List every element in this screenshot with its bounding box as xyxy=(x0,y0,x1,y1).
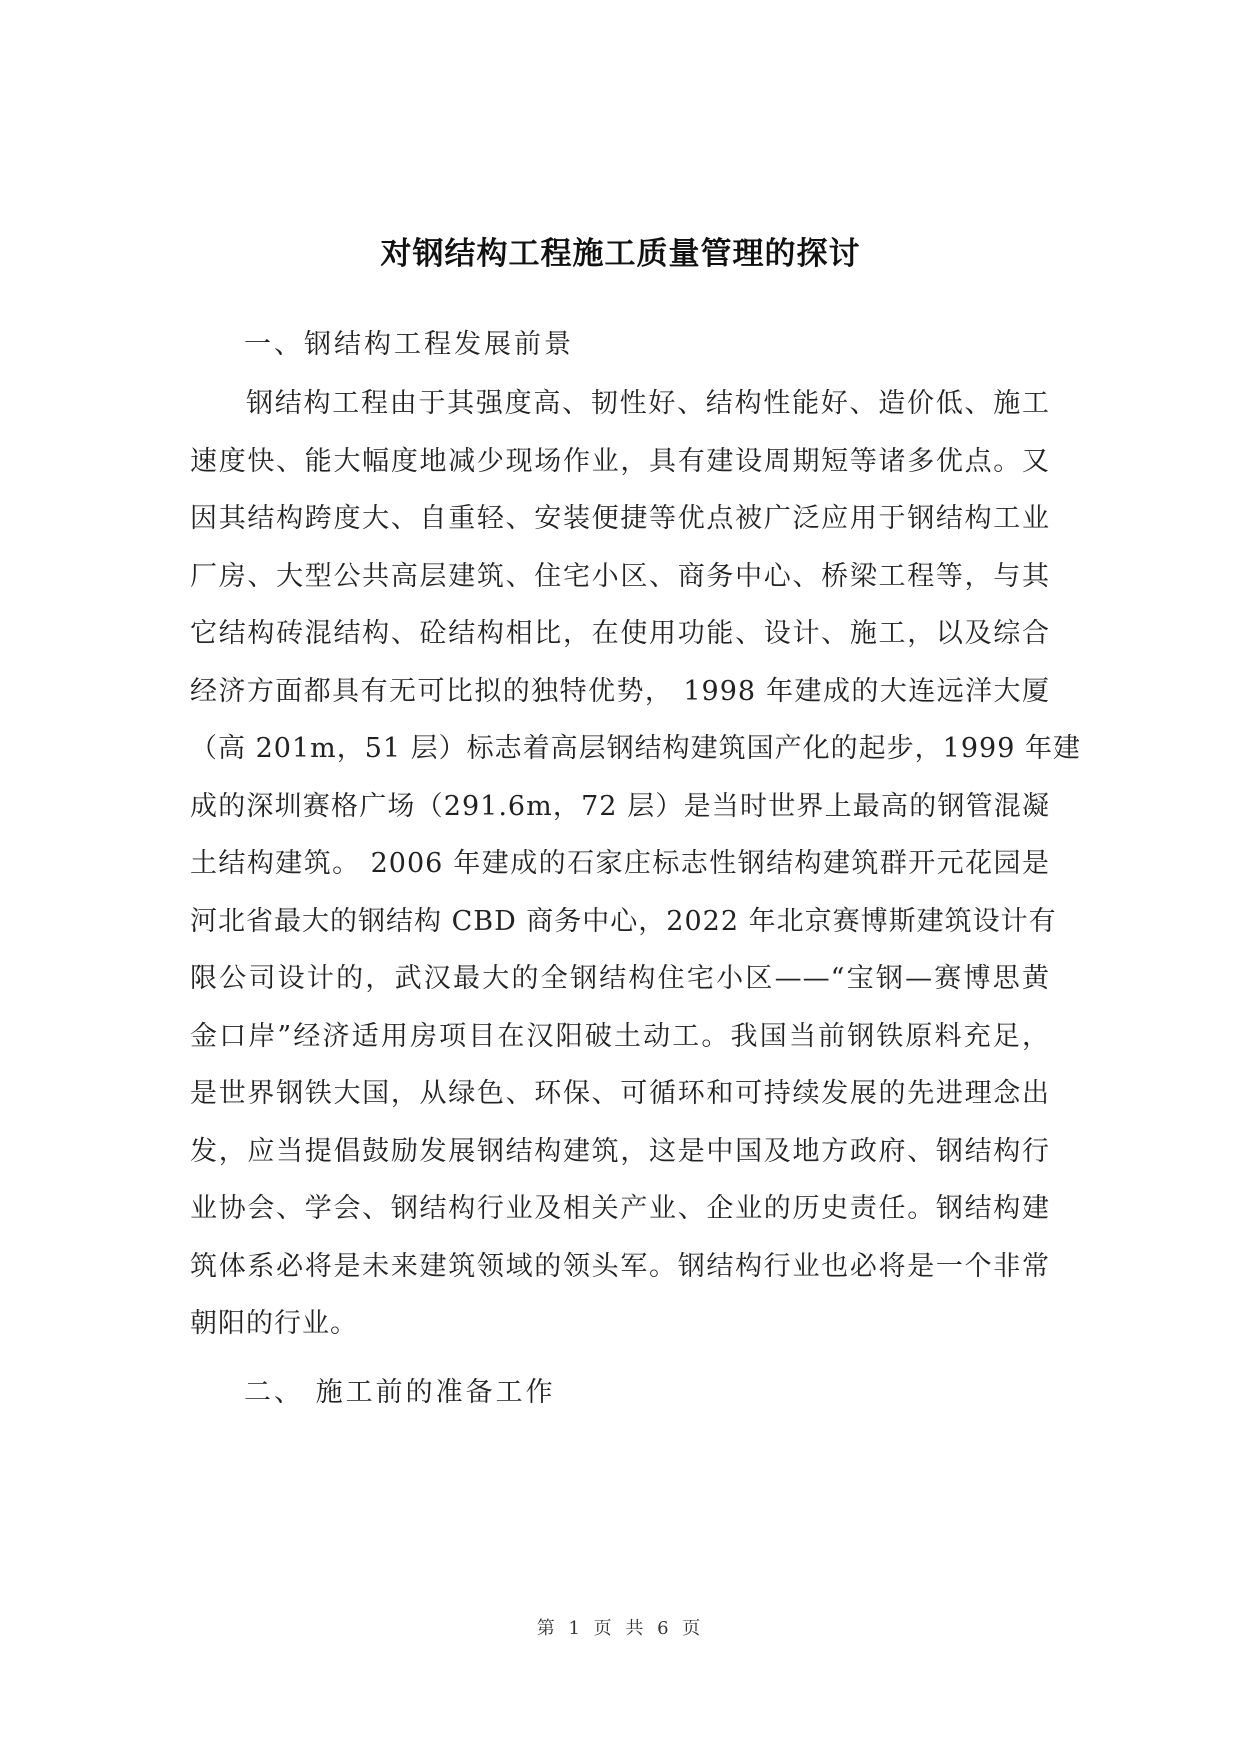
paragraph-line: 河北省最大的钢结构 CBD 商务中心，2022 年北京赛博斯建筑设计有 xyxy=(190,905,1057,937)
paragraph-line: 限公司设计的，武汉最大的全钢结构住宅小区——“宝钢—赛博思黄 xyxy=(190,963,1050,994)
paragraph-line: 因其结构跨度大、自重轻、安装便捷等优点被广泛应用于钢结构工业 xyxy=(190,503,1050,534)
paragraph-line: 它结构砖混结构、砼结构相比，在使用功能、设计、施工，以及综合 xyxy=(190,618,1050,649)
section-heading-1: 一、钢结构工程发展前景 xyxy=(244,329,574,360)
paragraph-line: 朝阳的行业。 xyxy=(190,1308,358,1339)
paragraph-line: 经济方面都具有无可比拟的独特优势， 1998 年建成的大连远洋大厦 xyxy=(190,675,1050,707)
paragraph-line: 速度快、能大幅度地减少现场作业，具有建设周期短等诸多优点。又 xyxy=(190,445,1050,477)
page-footer: 第 1 页 共 6 页 xyxy=(536,1618,705,1639)
paragraph-line: 金口岸”经济适用房项目在汉阳破土动工。我国当前钢铁原料充足， xyxy=(190,1020,1050,1052)
paragraph-line: 是世界钢铁大国，从绿色、环保、可循环和可持续发展的先进理念出 xyxy=(190,1078,1050,1109)
paragraph-line: 钢结构工程由于其强度高、韧性好、结构性能好、造价低、施工 xyxy=(246,388,1050,419)
paragraph-line: 厂房、大型公共高层建筑、住宅小区、商务中心、桥梁工程等，与其 xyxy=(190,560,1050,592)
paragraph-line: 筑体系必将是未来建筑领域的领头军。钢结构行业也必将是一个非常 xyxy=(190,1250,1050,1282)
paragraph-line: 业协会、学会、钢结构行业及相关产业、企业的历史责任。钢结构建 xyxy=(190,1193,1050,1224)
paragraph-line: 成的深圳赛格广场（291.6m，72 层）是当时世界上最高的钢管混凝 xyxy=(190,790,1050,822)
paragraph-line: （高 201m，51 层）标志着高层钢结构建筑国产化的起步，1999 年建 xyxy=(190,733,1081,764)
paragraph-line: 土结构建筑。 2006 年建成的石家庄标志性钢结构建筑群开元花园是 xyxy=(190,848,1050,879)
section-heading-2: 二、 施工前的准备工作 xyxy=(244,1377,556,1408)
document-title: 对钢结构工程施工质量管理的探讨 xyxy=(380,236,861,272)
paragraph-line: 发，应当提倡鼓励发展钢结构建筑，这是中国及地方政府、钢结构行 xyxy=(190,1135,1050,1167)
